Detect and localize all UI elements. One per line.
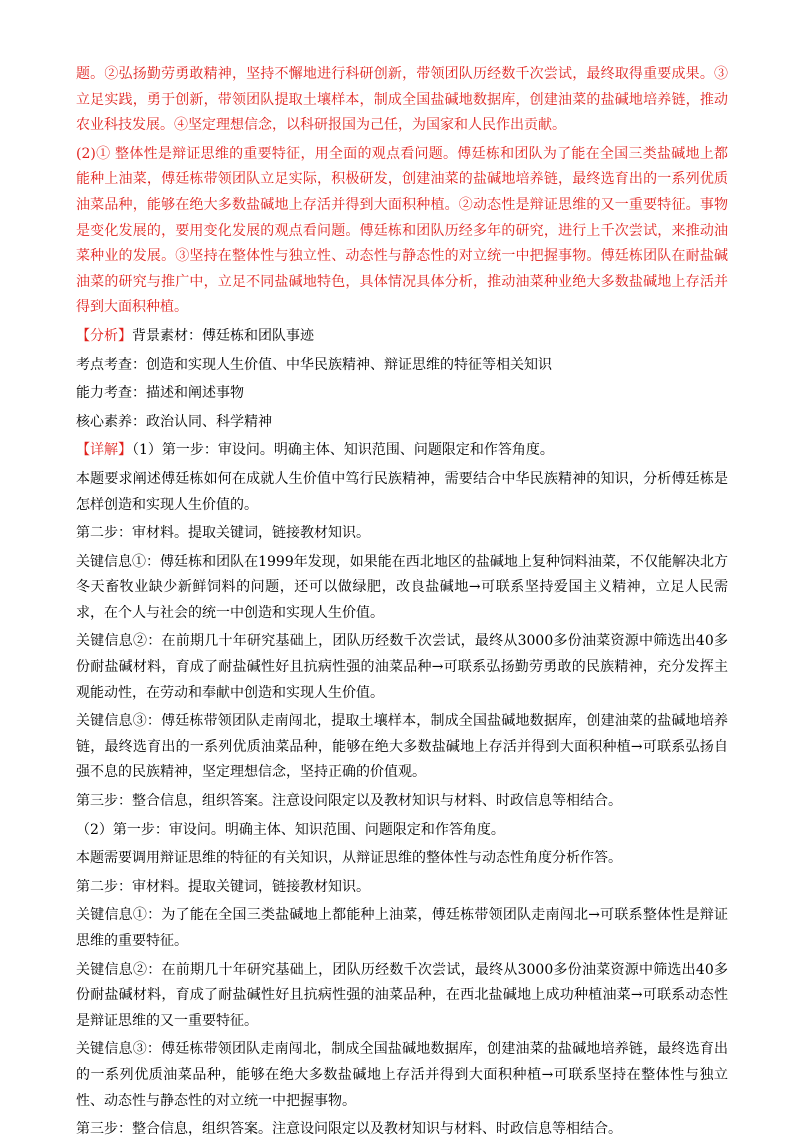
q2-key-info-2: 关键信息②：在前期几十年研究基础上，团队历经数千次尝试，最终从3000多份油菜资源中筛选出40多份耐盐碱材料，育成了耐盐碱性好且抗病性强的油菜品种，在西北盐碱地上成功种植油菜→可联系动态性是辩证思维的又一重要特征。: [76, 961, 728, 1029]
analysis-label: 【分析】: [76, 327, 132, 344]
document-page: [76, 62, 728, 1143]
ability-line: 能力考查：描述和阐述事物: [76, 385, 244, 402]
detail-line: [76, 438, 728, 464]
q1-key-info-2: 关键信息②：在前期几十年研究基础上，团队历经数千次尝试，最终从3000多份油菜资源中筛选出40多份耐盐碱材料，育成了耐盐碱性好且抗病性强的油菜品种→可联系弘扬勤劳勇敢的民族精神，充分发挥主观能动性，在劳动和奉献中创造和实现人生价值。: [76, 633, 728, 701]
q1-step1-text: （1）第一步：审设问。明确主体、知识范围、问题限定和作答角度。: [132, 442, 554, 459]
q2-step1: （2）第一步：审设问。明确主体、知识范围、问题限定和作答角度。: [76, 821, 505, 838]
q2-key-info-1: 关键信息①：为了能在全国三类盐碱地上都能种上油菜，傅廷栋带领团队走南闯北→可联系整体性是辩证思维的重要特征。: [76, 907, 728, 949]
exam-points-line: 考点考查：创造和实现人生价值、中华民族精神、辩证思维的特征等相关知识: [76, 356, 552, 373]
q2-step2: 第二步：审材料。提取关键词，链接教材知识。: [76, 878, 370, 895]
detail-label: 【详解】: [76, 442, 132, 459]
q2-key-info-3: 关键信息③：傅廷栋带领团队走南闯北，制成全国盐碱地数据库，创建油菜的盐碱地培养链，最终选育出的一系列优质油菜品种，能够在绝大多数盐碱地上存活并得到大面积种植→可联系坚持在整体性与独立性、动态性与静态性的对立统一中把握事物。: [76, 1041, 728, 1109]
analysis-line: [76, 324, 728, 350]
answer-paragraph-2: (2)① 整体性是辩证思维的重要特征，用全面的观点看问题。傅廷栋和团队为了能在全国三类盐碱地上都能种上油菜，傅廷栋带领团队立足实际，积极研发，创建油菜的盐碱地培养链，最终选育出的一系列优质油菜品种，能够在绝大多数盐碱地上存活并得到大面积种植。②动态性是辩证思维的又一重要特征。事物是变化发展的，要用变化发展的观点看问题。傅廷栋和团队历经多年的研究，进行上千次尝试，来推动油菜种业的发展。③坚持在整体性与独立性、动态性与静态性的对立统一中把握事物。傅廷栋团队在耐盐碱油菜的研究与推广中，立足不同盐碱地特色，具体情况具体分析，推动油菜种业绝大多数盐碱地上存活并得到大面积种植。: [76, 145, 728, 316]
literacy-line: 核心素养：政治认同、科学精神: [76, 413, 272, 430]
q1-step3: 第三步：整合信息，组织答案。注意设问限定以及教材知识与材料、时政信息等相结合。: [76, 793, 622, 810]
q2-step3: 第三步：整合信息，组织答案。注意设问限定以及教材知识与材料、时政信息等相结合。: [76, 1121, 622, 1138]
answer-paragraph-1: 题。②弘扬勤劳勇敢精神，坚持不懈地进行科研创新，带领团队历经数千次尝试，最终取得重要成果。③立足实践，勇于创新，带领团队提取土壤样本，制成全国盐碱地数据库，创建油菜的盐碱地培养链，推动农业科技发展。④坚定理想信念，以科研报国为己任，为国家和人民作出贡献。: [76, 66, 728, 134]
q1-key-info-3: 关键信息③：傅廷栋带领团队走南闯北，提取土壤样本，制成全国盐碱地数据库，创建油菜的盐碱地培养链，最终选育出的一系列优质油菜品种，能够在绝大多数盐碱地上存活并得到大面积种植→可联系弘扬自强不息的民族精神，坚定理想信念，坚持正确的价值观。: [76, 713, 728, 781]
q1-key-info-1: 关键信息①：傅廷栋和团队在1999年发现，如果能在西北地区的盐碱地上复种饲料油菜，不仅能解决北方冬天畜牧业缺少新鲜饲料的问题，还可以做绿肥，改良盐碱地→可联系坚持爱国主义精神，立足人民需求，在个人与社会的统一中创造和实现人生价值。: [76, 553, 728, 621]
q2-requirement: 本题需要调用辩证思维的特征的有关知识，从辩证思维的整体性与动态性角度分析作答。: [76, 850, 622, 867]
analysis-text: 背景素材：傅廷栋和团队事迹: [132, 327, 314, 344]
q1-step2: 第二步：审材料。提取关键词，链接教材知识。: [76, 525, 370, 542]
q1-requirement: 本题要求阐述傅廷栋如何在成就人生价值中笃行民族精神，需要结合中华民族精神的知识，分析傅廷栋是怎样创造和实现人生价值的。: [76, 470, 728, 513]
